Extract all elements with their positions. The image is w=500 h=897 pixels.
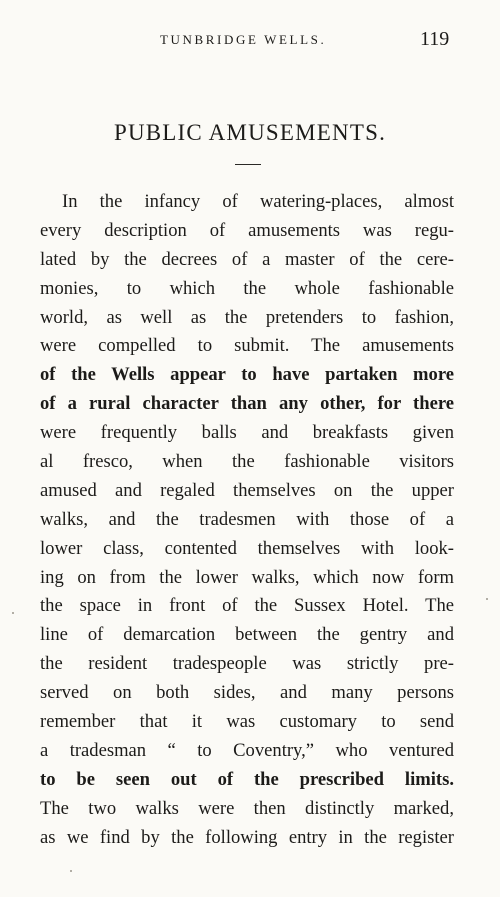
text-line: In the infancy of watering-places, almost — [62, 191, 454, 212]
text-line: of the Wells appear to have partaken more — [40, 364, 454, 386]
text-line: lated by the decrees of a master of the cere- — [40, 248, 454, 270]
text-line: ing on from the lower walks, which now form — [40, 566, 454, 588]
text-line: al fresco, when the fashionable visitors — [40, 451, 454, 473]
text-line: served on both sides, and many persons — [40, 682, 454, 704]
text-line: were compelled to submit. The amusements — [40, 335, 454, 357]
running-title: TUNBRIDGE WELLS. — [160, 32, 327, 47]
text-line: monies, to which the whole fashionable — [40, 277, 454, 299]
section-title: PUBLIC AMUSEMENTS. — [113, 120, 387, 145]
text-line: the space in front of the Sussex Hotel. The — [40, 595, 454, 617]
running-head — [0, 28, 500, 52]
text-line: were frequently balls and breakfasts given — [40, 422, 454, 444]
text-line: as we find by the following entry in the register — [40, 826, 454, 848]
text-line: of a rural character than any other, for there — [40, 393, 454, 415]
title-rule — [235, 164, 261, 165]
body-text — [40, 188, 454, 852]
text-line: a tradesman “ to Coventry,” who ventured — [40, 739, 454, 761]
paper-speck — [12, 612, 14, 614]
text-line: world, as well as the pretenders to fashion, — [40, 306, 454, 328]
text-line: walks, and the tradesmen with those of a — [40, 508, 454, 530]
text-line: remember that it was customary to send — [40, 711, 454, 733]
text-line: the resident tradespeople was strictly pre- — [40, 653, 454, 675]
page-number: 119 — [420, 28, 450, 50]
text-line: amused and regaled themselves on the upper — [40, 479, 454, 501]
text-line: The two walks were then distinctly marked, — [40, 797, 454, 819]
paper-speck — [486, 598, 488, 600]
text-line: line of demarcation between the gentry and — [40, 624, 454, 646]
text-line: every description of amusements was regu- — [40, 219, 454, 241]
text-line: lower class, contented themselves with look- — [40, 537, 454, 559]
paper-speck — [70, 870, 72, 872]
text-line: to be seen out of the prescribed limits. — [40, 768, 454, 790]
